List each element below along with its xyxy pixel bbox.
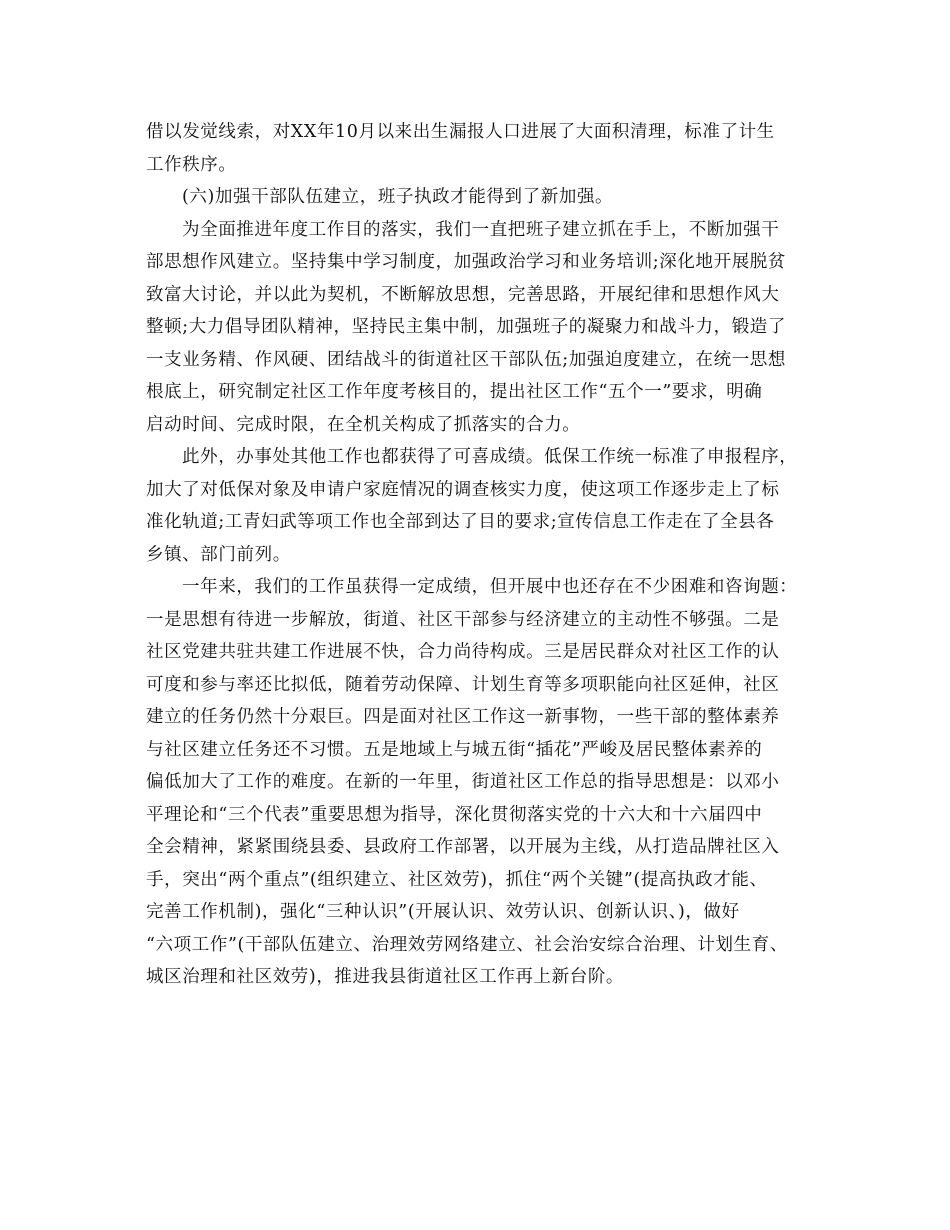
text-line: 此外，办事处其他工作也都获得了可喜成绩。低保工作统一标准了申报程序， [182, 447, 798, 467]
body-text [146, 116, 826, 994]
text-line: 偏低加大了工作的难度。在新的一年里，街道社区工作总的指导思想是：以邓小 [146, 772, 780, 792]
text-line: “六项工作”(干部队伍建立、治理效劳网络建立、社会治安综合治理、计划生育、 [146, 934, 788, 955]
text-line: 根底上，研究制定社区工作年度考核目的，提出社区工作“五个一”要求，明确 [146, 382, 763, 402]
text-line: 整顿;大力倡导团队精神，坚持民主集中制，加强班子的凝聚力和战斗力，锻造了 [146, 317, 786, 337]
text-line: 全会精神，紧紧围绕县委、县政府工作部署，以开展为主线，从打造品牌社区入 [146, 837, 780, 857]
text-line: 为全面推进年度工作目的落实，我们一直把班子建立抓在手上，不断加强干 [182, 219, 780, 240]
text-line: 一年来，我们的工作虽获得一定成绩，但开展中也还存在不少困难和咨询题： [182, 577, 798, 597]
text-line: 建立的任务仍然十分艰巨。四是面对社区工作这一新事物，一些干部的整体素养 [146, 707, 780, 727]
text-line: 乡镇、部门前列。 [146, 544, 291, 565]
text-line: 社区党建共驻共建工作进展不快，合力尚待构成。三是居民群众对社区工作的认 [146, 642, 780, 662]
text-line: 平理论和“三个代表”重要思想为指导，深化贯彻落实党的十六大和十六届四中 [146, 804, 763, 825]
section-heading: (六)加强干部队伍建立，班子执政才能得到了新加强。 [182, 187, 614, 207]
text-line: 启动时间、完成时限，在全机关构成了抓落实的合力。 [146, 414, 581, 435]
text-line: 致富大讨论，并以此为契机，不断解放思想，完善思路，开展纪律和思想作风大 [146, 284, 780, 305]
text-line: 部思想作风建立。坚持集中学习制度，加强政治学习和业务培训;深化地开展脱贫 [146, 252, 786, 272]
text-line: 准化轨道;工青妇武等项工作也全部到达了目的要求;宣传信息工作走在了全县各 [146, 512, 775, 532]
text-line: 借以发觉线索，对XX年10月以来出生漏报人口进展了大面积清理，标准了计生 [146, 122, 775, 142]
text-line: 城区治理和社区效劳)，推进我县街道社区工作再上新台阶。 [146, 967, 625, 987]
text-line: 可度和参与率还比拟低，随着劳动保障、计划生育等多项职能向社区延伸，社区 [146, 674, 780, 695]
text-line: 一是思想有待进一步解放，街道、社区干部参与经济建立的主动性不够强。二是 [146, 609, 780, 630]
text-line: 工作秩序。 [146, 154, 237, 175]
text-line: 手，突出“两个重点”(组织建立、社区效劳)，抓住“两个关键”(提高执政才能、 [146, 869, 768, 890]
text-line: 一支业务精、作风硬、团结战斗的街道社区干部队伍;加强迫度建立，在统一思想 [146, 349, 786, 370]
text-line: 与社区建立任务还不习惯。五是地域上与城五街“插花”严峻及居民整体素养的 [146, 739, 763, 760]
text-line: 加大了对低保对象及申请户家庭情况的调查核实力度，使这项工作逐步走上了标 [146, 479, 780, 500]
text-line: 完善工作机制)，强化“三种认识”(开展认识、效劳认识、创新认识、)，做好 [146, 902, 740, 922]
